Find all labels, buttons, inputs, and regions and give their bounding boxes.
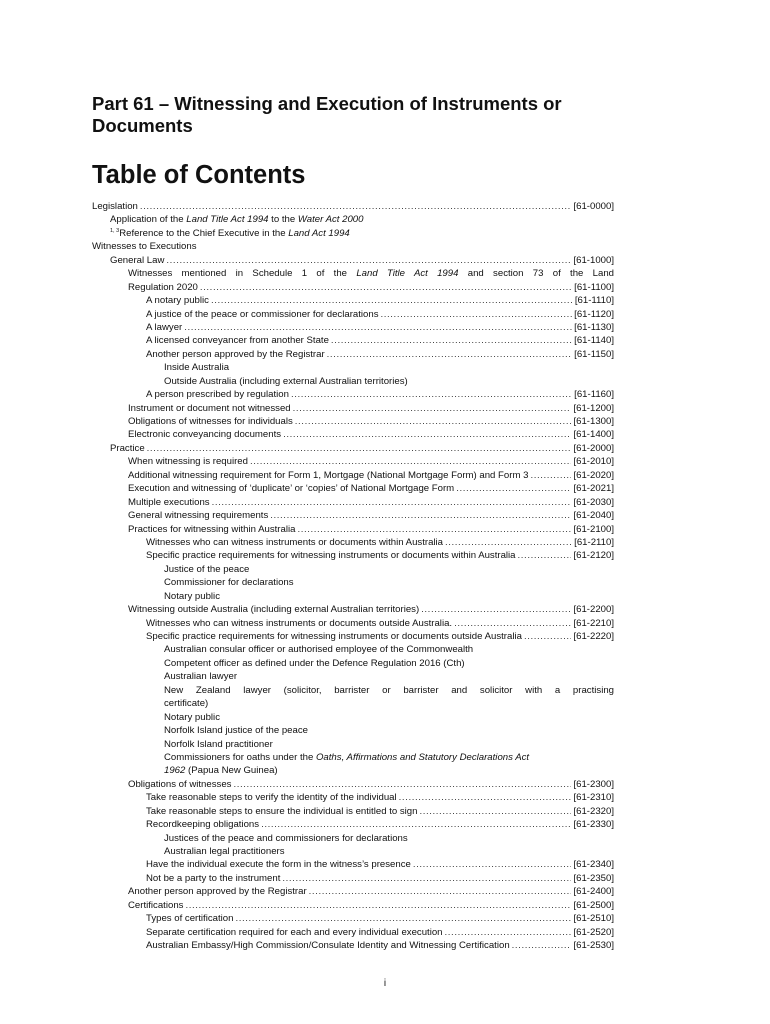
toc-entry-general-law[interactable]: General Law ..... [61-1000] bbox=[92, 254, 614, 267]
toc-subheading-commissioner: Commissioner for declarations bbox=[164, 577, 294, 589]
toc-entry-practice[interactable]: Practice ..... [61-2000] bbox=[92, 442, 614, 455]
toc-entry-specific-within[interactable]: Specific practice requirements for witnessing instruments or documents within Australia ..... [61-2120] bbox=[92, 549, 614, 562]
toc-subheading-inside-australia: Inside Australia bbox=[164, 362, 230, 374]
toc-entry-certifications[interactable]: Certifications ..... [61-2500] bbox=[92, 899, 614, 912]
table-of-contents bbox=[92, 200, 614, 953]
toc-entry-licensed-conveyancer[interactable]: A licensed conveyancer from another State ..... [61-1140] bbox=[92, 334, 614, 347]
toc-entry-embassy-certification[interactable]: Australian Embassy/High Commission/Consulate Identity and Witnessing Certification ..... [61-2530] bbox=[92, 939, 614, 952]
toc-entry-multiple-executions[interactable]: Multiple executions ..... [61-2030] bbox=[92, 496, 614, 509]
document-page bbox=[92, 0, 614, 1024]
toc-entry-lawyer[interactable]: A lawyer ..... [61-1130] bbox=[92, 321, 614, 334]
toc-subheading-outside-australia: Outside Australia (including external Australian territories) bbox=[164, 375, 408, 387]
toc-entry-verify-identity[interactable]: Take reasonable steps to verify the identity of the individual ..... [61-2310] bbox=[92, 791, 614, 804]
toc-entry-who-within[interactable]: Witnesses who can witness instruments or documents within Australia ..... [61-2110] bbox=[92, 536, 614, 549]
page-number: i bbox=[383, 978, 387, 989]
toc-entry-person-prescribed[interactable]: A person prescribed by regulation ..... [61-1160] bbox=[92, 388, 614, 401]
toc-entry-obligations-individuals[interactable]: Obligations of witnesses for individuals ..... [61-1300] bbox=[92, 415, 614, 428]
toc-entry-outside-australia[interactable]: Witnessing outside Australia (including external Australian territories) ..... [61-2200] bbox=[92, 603, 614, 616]
toc-entry-separate-certification[interactable]: Separate certification required for each and every individual execution ..... [61-2520] bbox=[92, 926, 614, 939]
toc-subheading-notary-2: Notary public bbox=[164, 711, 220, 723]
toc-entry-recordkeeping[interactable]: Recordkeeping obligations ..... [61-2330] bbox=[92, 818, 614, 831]
toc-entry-application: Application of the Land Title Act 1994 to the Water Act 2000 bbox=[110, 214, 364, 226]
toc-subheading-notary: Notary public bbox=[164, 590, 220, 602]
toc-subheading-justice-of-peace: Justice of the peace bbox=[164, 563, 250, 575]
toc-entry-electronic-conveyancing[interactable]: Electronic conveyancing documents ..... [61-1400] bbox=[92, 428, 614, 441]
toc-entry-execution-duplicate[interactable]: Execution and witnessing of ‘duplicate’ or ‘copies’ of National Mortgage Form ..... [61-2021] bbox=[92, 482, 614, 495]
toc-subheading-nz-lawyer-cont: certificate) bbox=[164, 698, 209, 710]
toc-entry-justice-commissioner[interactable]: A justice of the peace or commissioner for declarations ..... [61-1120] bbox=[92, 308, 614, 321]
toc-heading-witnesses: Witnesses to Executions bbox=[92, 241, 197, 253]
toc-entry-legislation[interactable]: Legislation ..... [61-0000] bbox=[92, 200, 614, 213]
toc-subheading-consular-officer: Australian consular officer or authorised employee of the Commonwealth bbox=[164, 644, 474, 656]
toc-entry-when-required[interactable]: When witnessing is required ..... [61-2010] bbox=[92, 455, 614, 468]
toc-entry-another-person-2[interactable]: Another person approved by the Registrar ..... [61-2400] bbox=[92, 885, 614, 898]
toc-entry-chief-executive: $^{1, 3}$Reference to the Chief Executive in the Land Act 1994 bbox=[110, 227, 350, 239]
toc-subheading-competent-officer: Competent officer as defined under the Defence Regulation 2016 (Cth) bbox=[164, 657, 465, 669]
toc-entry-types-certification[interactable]: Types of certification ..... [61-2510] bbox=[92, 912, 614, 925]
toc-entry-entitled-to-sign[interactable]: Take reasonable steps to ensure the individual is entitled to sign ..... [61-2320] bbox=[92, 805, 614, 818]
toc-entry-additional-requirement[interactable]: Additional witnessing requirement for Form 1, Mortgage (National Mortgage Form) and Form 3 ..... [61-2020] bbox=[92, 469, 614, 482]
toc-entry-obligations-witnesses[interactable]: Obligations of witnesses ..... [61-2300] bbox=[92, 778, 614, 791]
toc-subheading-nz-lawyer: New Zealand lawyer (solicitor, barrister or barrister and solicitor with a practising bbox=[164, 684, 614, 696]
toc-subheading-oaths-cont: 1962 (Papua New Guinea) bbox=[164, 765, 278, 777]
toc-subheading-norfolk-practitioner: Norfolk Island practitioner bbox=[164, 738, 273, 750]
part-title: Part 61 – Witnessing and Execution of Instruments or Documents bbox=[92, 93, 562, 136]
toc-title: Table of Contents bbox=[92, 161, 306, 189]
toc-entry-general-requirements[interactable]: General witnessing requirements ..... [61-2040] bbox=[92, 509, 614, 522]
toc-entry-regulation-2020[interactable]: Regulation 2020 ..... [61-1100] bbox=[92, 281, 614, 294]
toc-entry-notary-public[interactable]: A notary public ..... [61-1110] bbox=[92, 294, 614, 307]
toc-subheading-legal-practitioners: Australian legal practitioners bbox=[164, 846, 285, 857]
toc-entry-another-person-registrar[interactable]: Another person approved by the Registrar ..... [61-1150] bbox=[92, 348, 614, 361]
toc-entry-schedule1: Witnesses mentioned in Schedule 1 of the Land Title Act 1994 and section 73 of the Land bbox=[128, 268, 614, 280]
toc-entry-execute-presence[interactable]: Have the individual execute the form in the witness’s presence ..... [61-2340] bbox=[92, 858, 614, 871]
toc-subheading-justices-commissioners: Justices of the peace and commissioners for declarations bbox=[164, 832, 408, 844]
toc-subheading-norfolk-justice: Norfolk Island justice of the peace bbox=[164, 725, 308, 737]
toc-entry-not-party[interactable]: Not be a party to the instrument ..... [61-2350] bbox=[92, 872, 614, 885]
toc-subheading-australian-lawyer: Australian lawyer bbox=[164, 671, 238, 683]
toc-entry-who-outside[interactable]: Witnesses who can witness instruments or documents outside Australia. ..... [61-2210] bbox=[92, 617, 614, 630]
toc-entry-not-witnessed[interactable]: Instrument or document not witnessed ..... [61-1200] bbox=[92, 402, 614, 415]
toc-subheading-oaths: Commissioners for oaths under the Oaths, Affirmations and Statutory Declarations Act bbox=[164, 751, 530, 763]
toc-entry-within-australia[interactable]: Practices for witnessing within Australia ..... [61-2100] bbox=[92, 523, 614, 536]
toc-entry-specific-outside[interactable]: Specific practice requirements for witnessing instruments or documents outside Australia ..... [61-2220] bbox=[92, 630, 614, 643]
